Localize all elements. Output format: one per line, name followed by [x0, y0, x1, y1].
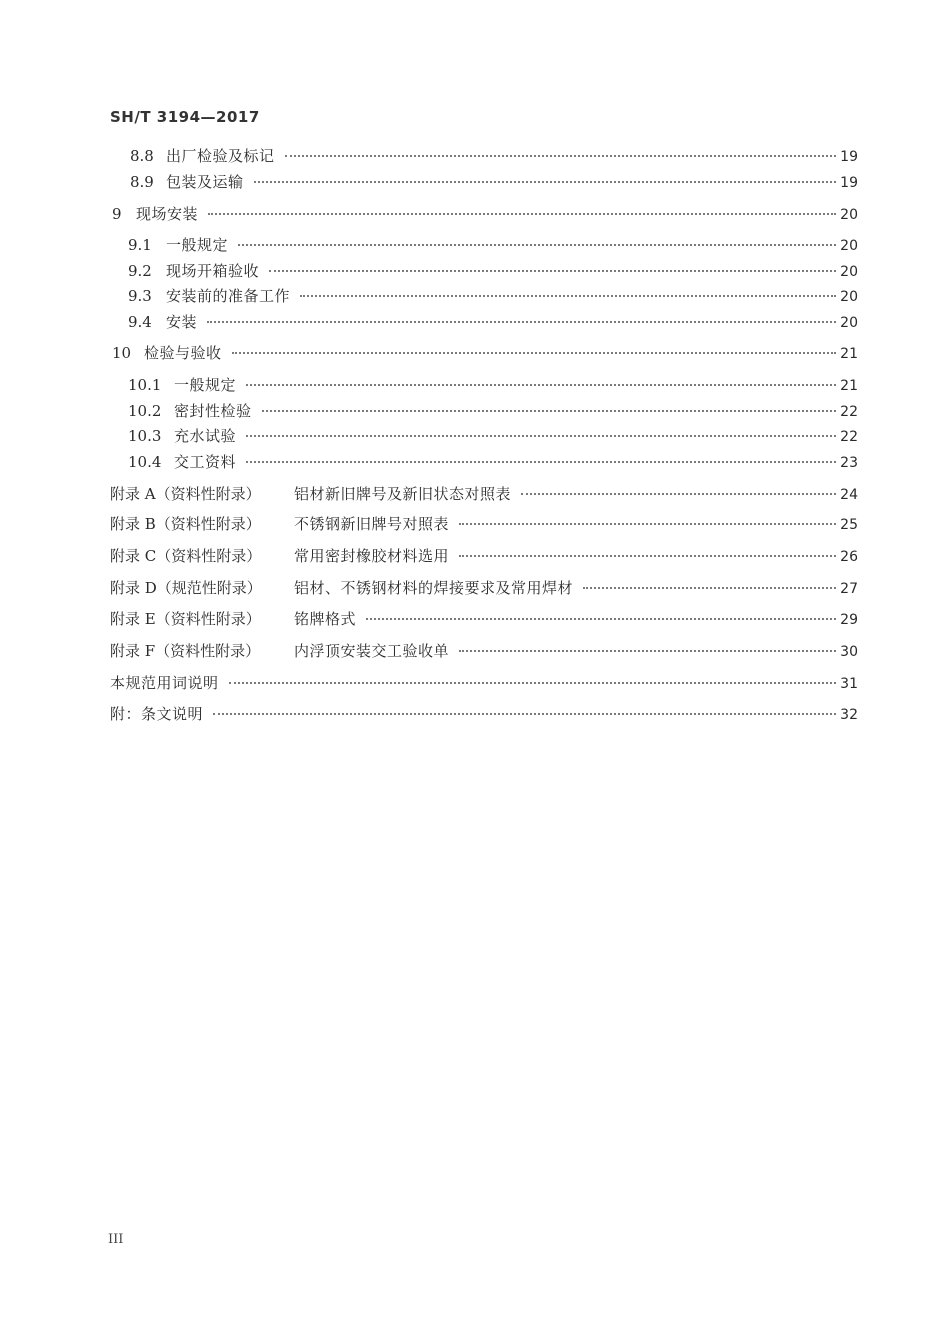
toc-entry-10-1[interactable]	[128, 375, 858, 396]
toc-entry-number: 8.8	[130, 147, 154, 165]
toc-entry-number: 9.4	[128, 313, 152, 331]
toc-entry-10-2[interactable]	[128, 401, 858, 422]
toc-entry-page: 31	[840, 676, 858, 692]
toc-entry-page: 21	[840, 346, 858, 362]
toc-entry-9-1[interactable]	[128, 235, 858, 256]
toc-entry-title: 铭牌格式	[294, 610, 357, 628]
toc-entry-9-3[interactable]	[128, 286, 858, 307]
toc-entry-title: 出厂检验及标记	[166, 147, 275, 165]
toc-entry-title: 密封性检验	[174, 402, 252, 420]
toc-entry-title: 一般规定	[174, 376, 237, 394]
toc-leader-dots	[238, 244, 836, 246]
toc-entry-9-2[interactable]	[128, 261, 858, 282]
toc-entry-title: 包装及运输	[166, 173, 244, 191]
toc-entry-page: 32	[840, 707, 858, 723]
toc-entry-number: 附录 D（规范性附录）	[110, 579, 262, 597]
toc-entry-9[interactable]	[112, 204, 858, 225]
toc-leader-dots	[269, 270, 836, 272]
toc-leader-dots	[459, 650, 836, 652]
toc-leader-dots	[300, 295, 836, 297]
toc-entry-explanation[interactable]	[110, 704, 858, 725]
toc-entry-appendix-e[interactable]	[110, 609, 858, 630]
toc-leader-dots	[246, 461, 836, 463]
toc-leader-dots	[208, 213, 836, 215]
toc-entry-number: 8.9	[130, 173, 154, 191]
toc-leader-dots	[246, 384, 836, 386]
toc-entry-number: 附录 C（资料性附录）	[110, 547, 262, 565]
toc-entry-number: 附录 F（资料性附录）	[110, 642, 261, 660]
toc-leader-dots	[366, 618, 836, 620]
toc-entry-number: 10.3	[128, 427, 162, 445]
toc-leader-dots	[459, 523, 836, 525]
toc-entry-page: 24	[840, 487, 858, 503]
toc-entry-title: 附：条文说明	[110, 705, 204, 723]
toc-entry-page: 20	[840, 315, 858, 331]
toc-entry-page: 30	[840, 644, 858, 660]
toc-entry-page: 20	[840, 207, 858, 223]
toc-entry-page: 19	[840, 175, 858, 191]
toc-entry-title: 铝材、不锈钢材料的焊接要求及常用焊材	[294, 579, 574, 597]
toc-entry-9-4[interactable]	[128, 312, 858, 333]
toc-entry-terminology[interactable]	[110, 673, 858, 694]
standard-code-header: SH/T 3194—2017	[110, 108, 260, 126]
toc-entry-page: 25	[840, 517, 858, 533]
toc-entry-10[interactable]	[112, 343, 858, 364]
toc-entry-number: 9	[112, 205, 122, 223]
toc-entry-page: 23	[840, 455, 858, 471]
toc-leader-dots	[254, 181, 837, 183]
toc-entry-8-9[interactable]	[130, 172, 858, 193]
toc-entry-number: 9.2	[128, 262, 152, 280]
toc-entry-number: 10.1	[128, 376, 162, 394]
toc-entry-title: 一般规定	[166, 236, 229, 254]
toc-leader-dots	[207, 321, 836, 323]
toc-entry-title: 不锈钢新旧牌号对照表	[294, 515, 450, 533]
toc-entry-number: 9.1	[128, 236, 152, 254]
toc-entry-title: 现场安装	[136, 205, 199, 223]
toc-leader-dots	[521, 493, 836, 495]
toc-entry-appendix-b[interactable]	[110, 514, 858, 535]
toc-entry-title: 内浮顶安装交工验收单	[294, 642, 450, 660]
toc-entry-number: 10.4	[128, 453, 162, 471]
toc-entry-title: 本规范用词说明	[110, 674, 219, 692]
toc-entry-appendix-a[interactable]	[110, 484, 858, 505]
toc-entry-page: 19	[840, 149, 858, 165]
toc-entry-title: 常用密封橡胶材料选用	[294, 547, 450, 565]
toc-entry-page: 20	[840, 264, 858, 280]
toc-leader-dots	[246, 435, 836, 437]
toc-entry-8-8[interactable]	[130, 146, 858, 167]
toc-entry-page: 22	[840, 404, 858, 420]
toc-entry-10-3[interactable]	[128, 426, 858, 447]
toc-entry-page: 21	[840, 378, 858, 394]
toc-entry-number: 附录 E（资料性附录）	[110, 610, 261, 628]
toc-entry-title: 检验与验收	[144, 344, 222, 362]
toc-entry-appendix-f[interactable]	[110, 641, 858, 662]
toc-entry-title: 充水试验	[174, 427, 237, 445]
toc-entry-number: 附录 B（资料性附录）	[110, 515, 261, 533]
toc-entry-title: 安装前的准备工作	[166, 287, 291, 305]
toc-entry-page: 29	[840, 612, 858, 628]
toc-entry-page: 26	[840, 549, 858, 565]
toc-entry-title: 铝材新旧牌号及新旧状态对照表	[294, 485, 512, 503]
toc-entry-number: 10	[112, 344, 132, 362]
toc-leader-dots	[229, 682, 837, 684]
toc-entry-title: 交工资料	[174, 453, 237, 471]
toc-entry-10-4[interactable]	[128, 452, 858, 473]
toc-leader-dots	[583, 587, 836, 589]
toc-entry-title: 现场开箱验收	[166, 262, 260, 280]
toc-entry-page: 22	[840, 429, 858, 445]
toc-entry-page: 27	[840, 581, 858, 597]
toc-entry-number: 附录 A（资料性附录）	[110, 485, 261, 503]
toc-leader-dots	[285, 155, 837, 157]
toc-entry-page: 20	[840, 289, 858, 305]
page-number-footer: III	[108, 1232, 124, 1247]
toc-entry-number: 10.2	[128, 402, 162, 420]
toc-entry-appendix-d[interactable]	[110, 578, 858, 599]
toc-entry-appendix-c[interactable]	[110, 546, 858, 567]
toc-entry-number: 9.3	[128, 287, 152, 305]
toc-entry-title: 安装	[166, 313, 198, 331]
toc-leader-dots	[213, 713, 836, 715]
toc-leader-dots	[262, 410, 837, 412]
toc-leader-dots	[459, 555, 836, 557]
toc-entry-page: 20	[840, 238, 858, 254]
toc-leader-dots	[232, 352, 837, 354]
